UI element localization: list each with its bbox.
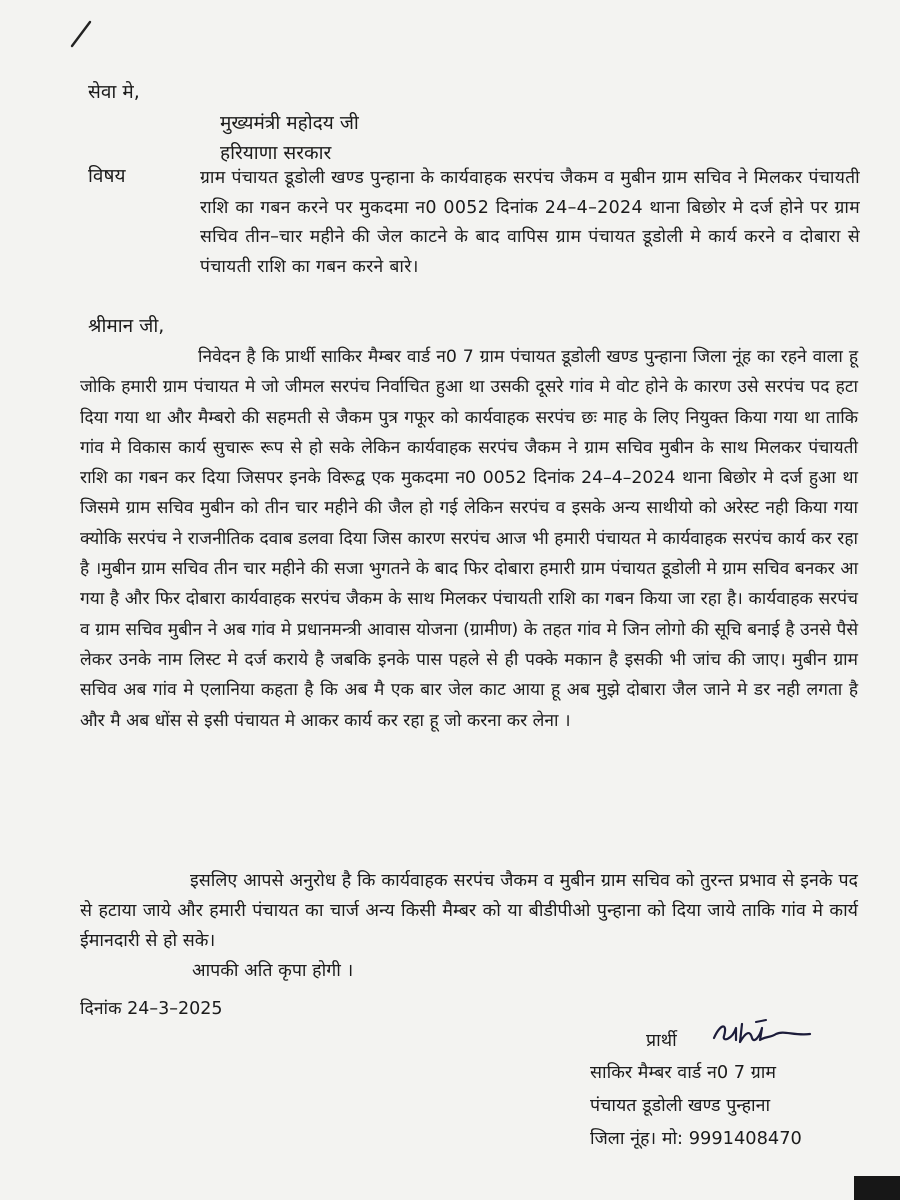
subject-label: विषय bbox=[88, 165, 126, 187]
subject-text: ग्राम पंचायत डूडोली खण्ड पुन्हाना के कार्यवाहक सरपंच जैकम व मुबीन ग्राम सचिव ने मिलकर पंचायती राशि का गबन करने पर मुकदमा न0 0052 दिनांक 24–4–2024 थाना बिछोर मे दर्ज होने पर ग्राम सचिव तीन–चार महीने की जेल काटने के बाद वापिस ग्राम पंचायत डूडोली मे कार्य करने व दोबारा से पंचायती राशि का गबन करने बारे। bbox=[200, 168, 860, 277]
addressee-title: मुख्यमंत्री महोदय जी bbox=[220, 112, 359, 134]
request-paragraph: इसलिए आपसे अनुरोध है कि कार्यवाहक सरपंच जैकम व मुबीन ग्राम सचिव को तुरन्त प्रभाव से इनके पद से हटाया जाये और हमारी पंचायत का चार्ज अन्य किसी मैम्बर को या बीडीपीओ पुन्हाना को दिया जाये ताकि गांव मे कार्य ईमानदारी से हो सके। bbox=[80, 870, 858, 951]
addressee-block bbox=[220, 108, 359, 168]
scan-shadow-edge bbox=[854, 1176, 900, 1200]
address-line-3: जिला नूंह। मो: 9991408470 bbox=[590, 1128, 802, 1149]
body-paragraph: निवेदन है कि प्रार्थी साकिर मैम्बर वार्ड न0 7 ग्राम पंचायत डूडोली खण्ड पुन्हाना जिला नूंह का रहने वाला हू जोकि हमारी ग्राम पंचायत मे जो जीमल सरपंच निर्वाचित हुआ था उसकी दूसरे गांव मे वोट होने के कारण उसे सरपंच पद हटा दिया गया था और मैम्बरो की सहमती से जैकम पुत्र गफूर को कार्यवाहक सरपंच छः माह के लिए नियुक्त किया गया था ताकि गांव मे विकास कार्य सुचारू रूप से हो सके लेकिन कार्यवाहक सरपंच जैकम ने ग्राम सचिव मुबीन के साथ मिलकर पंचायती राशि का गबन कर दिया जिसपर इनके विरूद्व एक मुकदमा न0 0052 दिनांक 24–4–2024 थाना बिछोर मे दर्ज हुआ था जिसमे ग्राम सचिव मुबीन को तीन चार महीने की जैल हो गई लेकिन सरपंच व इसके अन्य साथीयो को अरेस्ट नही किया गया क्योकि सरपंच ने राजनीतिक दवाब डलवा दिया जिस कारण सरपंच आज भी हमारी पंचायत मे कार्यवाहक सरपंच कार्य कर रहा है ।मुबीन ग्राम सचिव तीन चार महीने की सजा भुगतने के बाद फिर दोबारा हमारी ग्राम पंचायत डूडोली मे ग्राम सचिव बनकर आ गया है और फिर दोबारा कार्यवाहक सरपंच जैकम के साथ मिलकर पंचायती राशि का गबन किया जा रहा है। कार्यवाहक सरपंच व ग्राम सचिव मुबीन ने अब गांव मे प्रधानमन्त्री आवास योजना (ग्रामीण) के तहत गांव मे जिन लोगो की सूचि बनाई है उनसे पैसे लेकर उनके नाम लिस्ट मे दर्ज कराये है जबकि इनके पास पहले से ही पक्के मकान है इसकी भी जांच की जाए। मुबीन ग्राम सचिव अब गांव मे एलानिया कहता है कि अब मै एक बार जेल काट आया हू अब मुझे दोबारा जैल जाने मे डर नही लगता है और मै अब धोंस से इसी पंचायत मे आकर कार्य कर रहा हू जो करना कर लेना । bbox=[80, 347, 858, 731]
letter-date: दिनांक 24–3–2025 bbox=[80, 999, 223, 1019]
handwritten-signature bbox=[710, 1014, 814, 1048]
salutation: सेवा मे, bbox=[88, 81, 140, 103]
address-line-2: पंचायत डूडोली खण्ड पुन्हाना bbox=[590, 1095, 771, 1116]
closing-line: आपकी अति कृपा होगी । bbox=[192, 960, 354, 981]
addressee-government: हरियाणा सरकार bbox=[220, 142, 332, 164]
pen-stroke-mark bbox=[66, 16, 106, 48]
request-section bbox=[80, 866, 858, 956]
greeting: श्रीमान जी, bbox=[88, 315, 165, 337]
body-section bbox=[80, 342, 858, 736]
applicant-address bbox=[590, 1056, 802, 1155]
applicant-label: प्रार्थी bbox=[646, 1030, 677, 1051]
address-line-1: साकिर मैम्बर वार्ड न0 7 ग्राम bbox=[590, 1062, 777, 1083]
